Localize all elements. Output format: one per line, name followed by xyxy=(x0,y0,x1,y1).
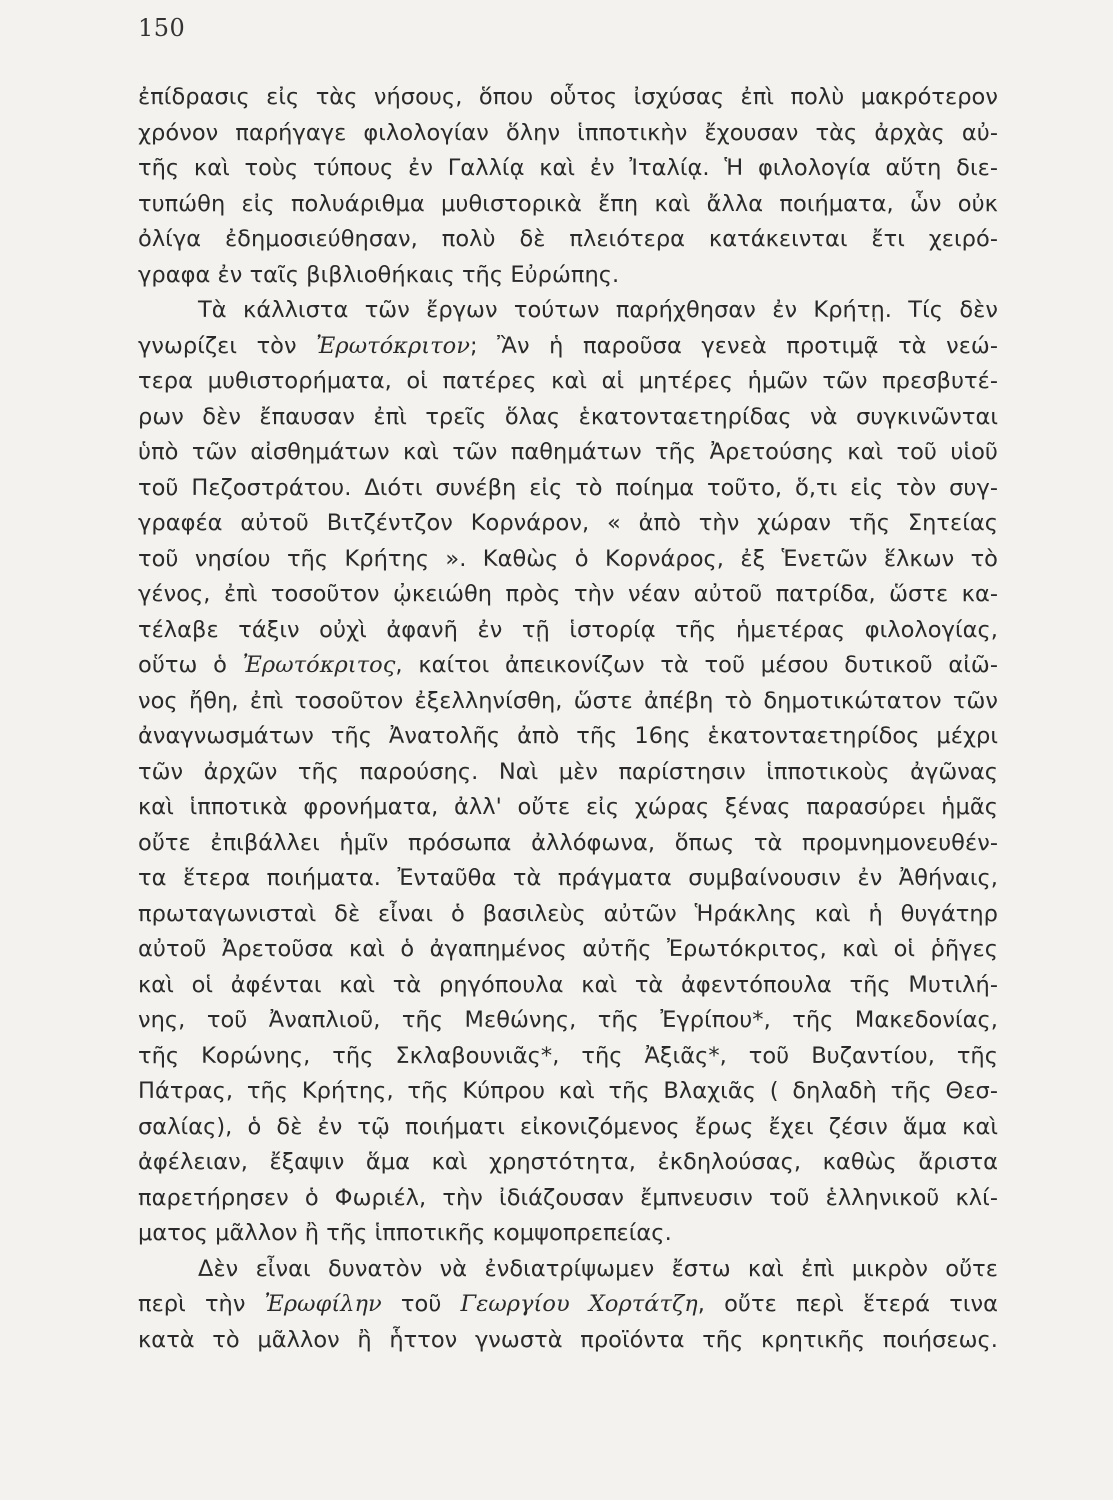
text-segment: τῆς Κορώνης, τῆς Σκλαβουνιᾶς*, τῆς Ἀξιᾶς*, τοῦ Βυζαντίου, τῆς xyxy=(138,1042,998,1069)
text-segment: γραφα ἐν ταῖς βιβλιοθήκαις τῆς Εὐρώπης. xyxy=(138,261,620,288)
text-segment: ; Ἂν ἡ παροῦσα γενεὰ προτιμᾷ τὰ νεώ- xyxy=(469,332,998,359)
text-line xyxy=(138,1003,998,1039)
text-line xyxy=(138,826,998,862)
text-segment: , καίτοι ἀπεικονίζων τὰ τοῦ μέσου δυτικοῦ αἰῶ- xyxy=(395,652,998,678)
text-segment: Δὲν εἶναι δυνατὸν νὰ ἐνδιατρίψωμεν ἔστω καὶ ἐπὶ μικρὸν οὔτε xyxy=(198,1255,998,1282)
text-segment: καὶ οἱ ἀφένται καὶ τὰ ρηγόπουλα καὶ τὰ ἀφεντόπουλα τῆς Μυτιλή- xyxy=(138,971,998,998)
text-line xyxy=(138,258,998,294)
text-segment: ρων δὲν ἔπαυσαν ἐπὶ τρεῖς ὅλας ἑκατονταετηρίδας νὰ συγκινῶνται xyxy=(138,403,998,430)
text-segment: γραφέα αὐτοῦ Βιτζέντζον Κορνάρον, « ἀπὸ τὴν χώραν τῆς Σητείας xyxy=(138,510,998,536)
text-segment: Τὰ κάλλιστα τῶν ἔργων τούτων παρήχθησαν ἐν Κρήτῃ. Τίς δὲν xyxy=(198,297,998,323)
text-line xyxy=(138,506,998,542)
text-line xyxy=(138,790,998,826)
text-line xyxy=(138,187,998,223)
text-line xyxy=(138,1287,998,1323)
text-segment: τέλαβε τάξιν οὐχὶ ἀφανῆ ἐν τῇ ἱστορίᾳ τῆς ἡμετέρας φιλολογίας, xyxy=(138,616,998,643)
text-line xyxy=(138,329,998,365)
text-segment: Πάτρας, τῆς Κρήτης, τῆς Κύπρου καὶ τῆς Βλαχιᾶς ( δηλαδὴ τῆς Θεσ- xyxy=(138,1078,998,1104)
italic-title: Ἐρωφίλην xyxy=(264,1291,382,1317)
italic-title: Ἐρωτόκριτος xyxy=(242,652,396,678)
text-segment: χρόνον παρήγαγε φιλολογίαν ὅλην ἱπποτικὴν ἔχουσαν τὰς ἀρχὰς αὐ- xyxy=(138,119,998,146)
italic-title: Γεωργίου Χορτάτζη xyxy=(460,1291,698,1317)
text-segment: γνωρίζει τὸν xyxy=(138,332,317,359)
text-line xyxy=(138,1110,998,1146)
text-line xyxy=(138,613,998,649)
text-segment: κατὰ τὸ μᾶλλον ἢ ἧττον γνωστὰ προϊόντα τῆς κρητικῆς ποιήσεως. xyxy=(138,1326,998,1353)
text-segment: περὶ τὴν xyxy=(138,1291,265,1317)
text-line xyxy=(138,1216,998,1252)
text-segment: νης, τοῦ Ἀναπλιοῦ, τῆς Μεθώνης, τῆς Ἐγρίπου*, τῆς Μακεδονίας, xyxy=(138,1007,998,1033)
text-segment: τοῦ xyxy=(381,1291,461,1317)
text-line xyxy=(138,1039,998,1075)
text-segment: τοῦ νησίου τῆς Κρήτης ». Καθὼς ὁ Κορνάρος, ἐξ Ἑνετῶν ἕλκων τὸ xyxy=(138,545,998,572)
text-line xyxy=(138,577,998,613)
text-line xyxy=(138,400,998,436)
text-line xyxy=(138,648,998,684)
text-segment: πρωταγωνισταὶ δὲ εἶναι ὁ βασιλεὺς αὐτῶν Ἡράκλης καὶ ἡ θυγάτηρ xyxy=(138,900,998,927)
text-line xyxy=(138,1252,998,1288)
text-line xyxy=(138,471,998,507)
text-segment: ματος μᾶλλον ἢ τῆς ἱπποτικῆς κομψοπρεπείας. xyxy=(138,1220,672,1246)
text-line xyxy=(138,684,998,720)
text-line xyxy=(138,755,998,791)
text-segment: οὔτε ἐπιβάλλει ἡμῖν πρόσωπα ἀλλόφωνα, ὅπως τὰ προμνημονευθέν- xyxy=(138,829,998,856)
text-segment: τοῦ Πεζοστράτου. Διότι συνέβη εἰς τὸ ποίημα τοῦτο, ὅ,τι εἰς τὸν συγ- xyxy=(138,474,998,501)
text-line xyxy=(138,116,998,152)
text-segment: τυπώθη εἰς πολυάριθμα μυθιστορικὰ ἔπη καὶ ἄλλα ποιήματα, ὧν οὐκ xyxy=(138,190,998,217)
text-line xyxy=(138,364,998,400)
text-line xyxy=(138,1181,998,1217)
text-line xyxy=(138,968,998,1004)
text-segment: νος ἤθη, ἐπὶ τοσοῦτον ἐξελληνίσθη, ὥστε ἀπέβη τὸ δημοτικώτατον τῶν xyxy=(138,687,998,714)
text-segment: τερα μυθιστορήματα, οἱ πατέρες καὶ αἱ μητέρες ἡμῶν τῶν πρεσβυτέ- xyxy=(138,368,998,394)
text-segment: ἀφέλειαν, ἔξαψιν ἅμα καὶ χρηστότητα, ἐκδηλούσας, καθὼς ἄριστα xyxy=(138,1149,998,1175)
text-segment: οὕτω ὁ xyxy=(138,652,243,678)
text-segment: ὑπὸ τῶν αἰσθημάτων καὶ τῶν παθημάτων τῆς Ἀρετούσης καὶ τοῦ υἱοῦ xyxy=(138,439,998,465)
page-number: 150 xyxy=(138,14,186,42)
text-segment: σαλίας), ὁ δὲ ἐν τῷ ποιήματι εἰκονιζόμενος ἔρως ἔχει ζέσιν ἅμα καὶ xyxy=(138,1113,998,1140)
text-line xyxy=(138,435,998,471)
text-line xyxy=(138,861,998,897)
text-line xyxy=(138,293,998,329)
text-line xyxy=(138,80,998,116)
italic-title: Ἐρωτόκριτον xyxy=(316,332,470,359)
text-line xyxy=(138,1074,998,1110)
text-segment: τα ἕτερα ποιήματα. Ἐνταῦθα τὰ πράγματα συμβαίνουσιν ἐν Ἀθήναις, xyxy=(138,865,998,891)
text-segment: τῆς καὶ τοὺς τύπους ἐν Γαλλίᾳ καὶ ἐν Ἰταλίᾳ. Ἡ φιλολογία αὕτη διε- xyxy=(138,155,998,181)
text-segment: ἀναγνωσμάτων τῆς Ἀνατολῆς ἀπὸ τῆς 16ης ἑκατονταετηρίδος μέχρι xyxy=(138,723,998,749)
body-text xyxy=(138,80,998,1358)
text-line xyxy=(138,222,998,258)
text-segment: τῶν ἀρχῶν τῆς παρούσης. Ναὶ μὲν παρίστησιν ἱπποτικοὺς ἀγῶνας xyxy=(138,758,998,785)
text-segment: παρετήρησεν ὁ Φωριέλ, τὴν ἰδιάζουσαν ἔμπνευσιν τοῦ ἑλληνικοῦ κλί- xyxy=(138,1184,998,1211)
text-line xyxy=(138,1145,998,1181)
text-segment: , οὔτε περὶ ἕτερά τινα xyxy=(697,1291,999,1317)
text-line xyxy=(138,151,998,187)
text-segment: καὶ ἱπποτικὰ φρονήματα, ἀλλ' οὔτε εἰς χώρας ξένας παρασύρει ἡμᾶς xyxy=(138,794,998,820)
text-line xyxy=(138,1323,998,1359)
text-segment: ἐπίδρασις εἰς τὰς νήσους, ὅπου οὗτος ἰσχύσας ἐπὶ πολὺ μακρότερον xyxy=(138,84,998,110)
text-segment: ὀλίγα ἐδημοσιεύθησαν, πολὺ δὲ πλειότερα κατάκεινται ἔτι χειρό- xyxy=(138,226,998,252)
text-line xyxy=(138,897,998,933)
text-segment: γένος, ἐπὶ τοσοῦτον ᾠκειώθη πρὸς τὴν νέαν αὐτοῦ πατρίδα, ὥστε κα- xyxy=(138,581,998,607)
text-segment: αὐτοῦ Ἀρετοῦσα καὶ ὁ ἀγαπημένος αὐτῆς Ἐρωτόκριτος, καὶ οἱ ῥῆγες xyxy=(138,936,998,962)
text-line xyxy=(138,932,998,968)
text-line xyxy=(138,542,998,578)
text-line xyxy=(138,719,998,755)
